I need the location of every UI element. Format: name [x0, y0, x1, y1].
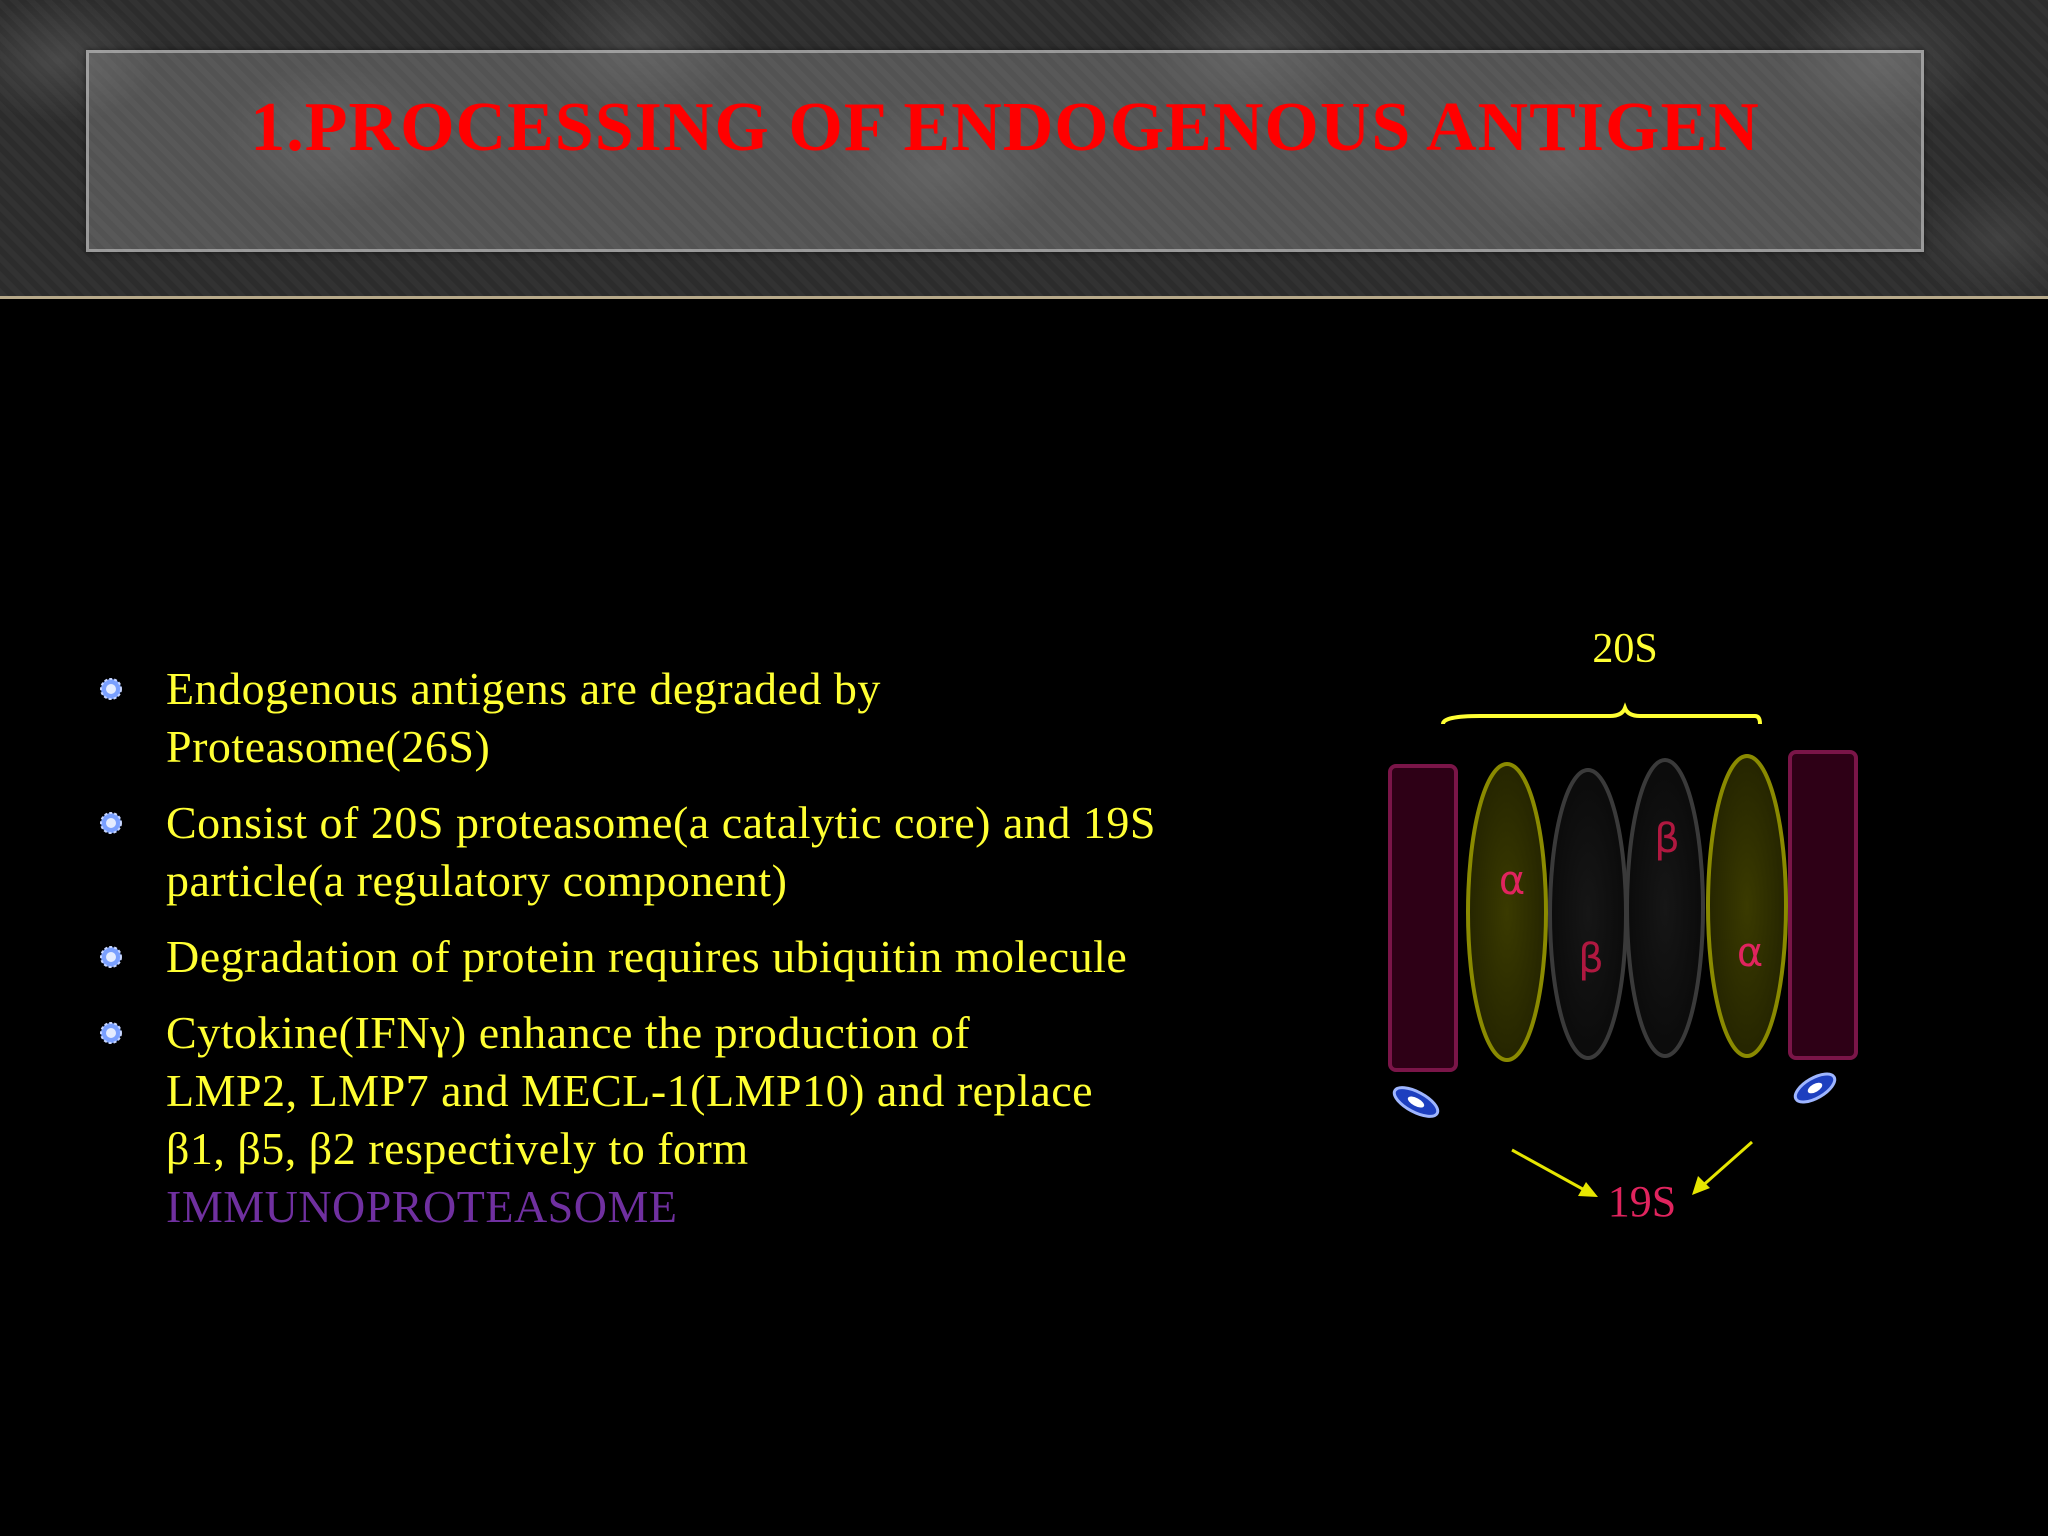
beta-label: β: [1654, 816, 1680, 862]
bullet-item: [98, 794, 1338, 910]
proteasome-diagram: [1360, 600, 1900, 1260]
label-20s: 20S: [1592, 626, 1658, 672]
bullet-item: [98, 660, 1338, 776]
bullet-line: Endogenous antigens are degraded by: [166, 663, 881, 714]
arrow-head: [1692, 1176, 1710, 1195]
bullet-line: Degradation of protein requires ubiquitin molecule: [166, 931, 1128, 982]
regulatory-cap-left: [1390, 766, 1456, 1070]
beta-label: β: [1578, 936, 1604, 982]
beta-ring-right: [1627, 760, 1703, 1056]
regulatory-cap-right: [1790, 752, 1856, 1058]
gear-bullet-icon: [98, 1020, 124, 1046]
arrow-line: [1700, 1142, 1752, 1188]
bullet-item: [98, 928, 1338, 986]
gear-bullet-icon: [98, 676, 124, 702]
header-divider: [0, 296, 2048, 299]
alpha-ring-right: [1708, 756, 1786, 1056]
bullet-line: Proteasome(26S): [166, 721, 491, 772]
label-19s: 19S: [1607, 1177, 1677, 1226]
bullet-line: β1, β5, β2 respectively to form: [166, 1123, 749, 1174]
slide-title: 1.PROCESSING OF ENDOGENOUS ANTIGEN: [250, 89, 1760, 166]
beta-ring-left: [1550, 770, 1626, 1058]
bullet-line: LMP2, LMP7 and MECL-1(LMP10) and replace: [166, 1065, 1094, 1116]
ubiquitin-marker-icon: [1390, 1082, 1442, 1122]
bullet-list: [98, 660, 1338, 1254]
ubiquitin-marker-icon: [1791, 1068, 1839, 1107]
bullet-line: Cytokine(IFNγ) enhance the production of: [166, 1007, 971, 1058]
brace-20s: [1443, 708, 1760, 724]
gear-bullet-icon: [98, 810, 124, 836]
alpha-label: α: [1498, 858, 1526, 904]
alpha-ring-left: [1468, 764, 1546, 1060]
gear-bullet-icon: [98, 944, 124, 970]
arrow-line: [1512, 1150, 1588, 1192]
alpha-label: α: [1736, 930, 1764, 976]
bullet-line: Consist of 20S proteasome(a catalytic core) and 19S: [166, 797, 1156, 848]
bullet-line: particle(a regulatory component): [166, 855, 788, 906]
immunoproteasome-term: IMMUNOPROTEASOME: [166, 1181, 678, 1232]
bullet-item: [98, 1004, 1338, 1236]
